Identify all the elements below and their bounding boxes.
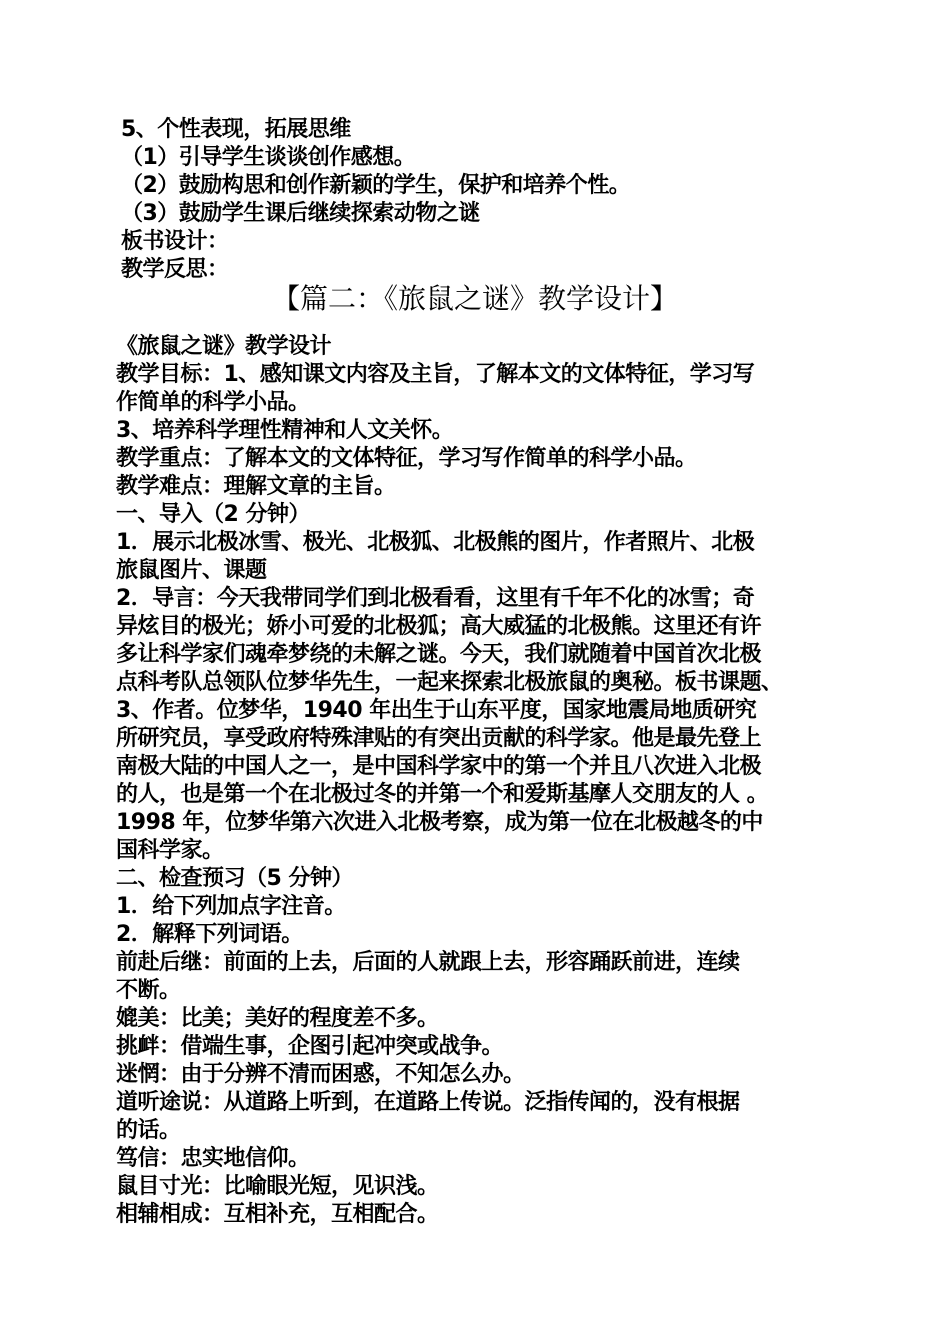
- paragraph-line: 2．导言：今天我带同学们到北极看看，这里有千年不化的冰雪；奇: [116, 586, 755, 611]
- list-item: （3）鼓励学生课后继续探索动物之谜: [121, 201, 480, 226]
- paragraph-line: 教学目标：1、感知课文内容及主旨，了解本文的文体特征，学习写: [116, 362, 755, 387]
- paragraph-line: 国科学家。: [116, 838, 224, 863]
- paragraph-line: 3、培养科学理性精神和人文关怀。: [116, 418, 454, 443]
- paragraph-line: 的话。: [116, 1118, 181, 1143]
- paragraph-line: 教学重点：了解本文的文体特征，学习写作简单的科学小品。: [116, 446, 697, 471]
- paragraph-line: 多让科学家们魂牵梦绕的未解之谜。今天，我们就随着中国首次北极: [116, 642, 762, 667]
- paragraph-line: 媲美：比美；美好的程度差不多。: [116, 1006, 439, 1031]
- paragraph-line: 道听途说：从道路上听到，在道路上传说。泛指传闻的，没有根据: [116, 1090, 740, 1115]
- heading-personal-expression: 5、个性表现，拓展思维: [121, 117, 351, 142]
- paragraph-line: 教学难点：理解文章的主旨。: [116, 474, 396, 499]
- paragraph-line: 鼠目寸光：比喻眼光短，见识浅。: [116, 1174, 439, 1199]
- paragraph-line: 2．解释下列词语。: [116, 922, 303, 947]
- paragraph-line: 前赴后继：前面的上去，后面的人就跟上去，形容踊跃前进，连续: [116, 950, 740, 975]
- document-title: 《旅鼠之谜》教学设计: [116, 334, 332, 359]
- paragraph-line: 不断。: [116, 978, 181, 1003]
- teaching-reflection-label: 教学反思：: [121, 257, 229, 282]
- board-design-label: 板书设计：: [121, 229, 229, 254]
- paragraph-line: 1．给下列加点字注音。: [116, 894, 346, 919]
- paragraph-line: 1998 年，位梦华第六次进入北极考察，成为第一位在北极越冬的中: [116, 810, 763, 835]
- paragraph-line: 3、作者。位梦华，1940 年出生于山东平度，国家地震局地质研究: [116, 698, 757, 723]
- paragraph-line: 点科考队总领队位梦华先生，一起来探索北极旅鼠的奥秘。板书课题、: [116, 670, 783, 695]
- paragraph-line: 南极大陆的中国人之一，是中国科学家中的第一个并且八次进入北极: [116, 754, 762, 779]
- paragraph-line: 挑衅：借端生事，企图引起冲突或战争。: [116, 1034, 504, 1059]
- paragraph-line: 所研究员，享受政府特殊津贴的有突出贡献的科学家。他是最先登上: [116, 726, 762, 751]
- list-item: （1）引导学生谈谈创作感想。: [121, 145, 416, 170]
- paragraph-line: 迷惘：由于分辨不清而困惑，不知怎么办。: [116, 1062, 525, 1087]
- paragraph-line: 的人，也是第一个在北极过冬的并第一个和爱斯基摩人交朋友的人 。: [116, 782, 769, 807]
- list-item: （2）鼓励构思和创作新颖的学生，保护和培养个性。: [121, 173, 631, 198]
- paragraph-line: 作简单的科学小品。: [116, 390, 310, 415]
- paragraph-line: 相辅相成：互相补充，互相配合。: [116, 1202, 439, 1227]
- part-title: 【篇二：《旅鼠之谜》教学设计】: [271, 282, 678, 315]
- section-heading: 一、导入（2 分钟）: [116, 502, 310, 527]
- paragraph-line: 异炫目的极光；娇小可爱的北极狐；高大威猛的北极熊。这里还有许: [116, 614, 762, 639]
- paragraph-line: 1．展示北极冰雪、极光、北极狐、北极熊的图片，作者照片、北极: [116, 530, 755, 555]
- paragraph-line: 旅鼠图片、课题: [116, 558, 267, 583]
- section-heading: 二、检查预习（5 分钟）: [116, 866, 353, 891]
- paragraph-line: 笃信：忠实地信仰。: [116, 1146, 310, 1171]
